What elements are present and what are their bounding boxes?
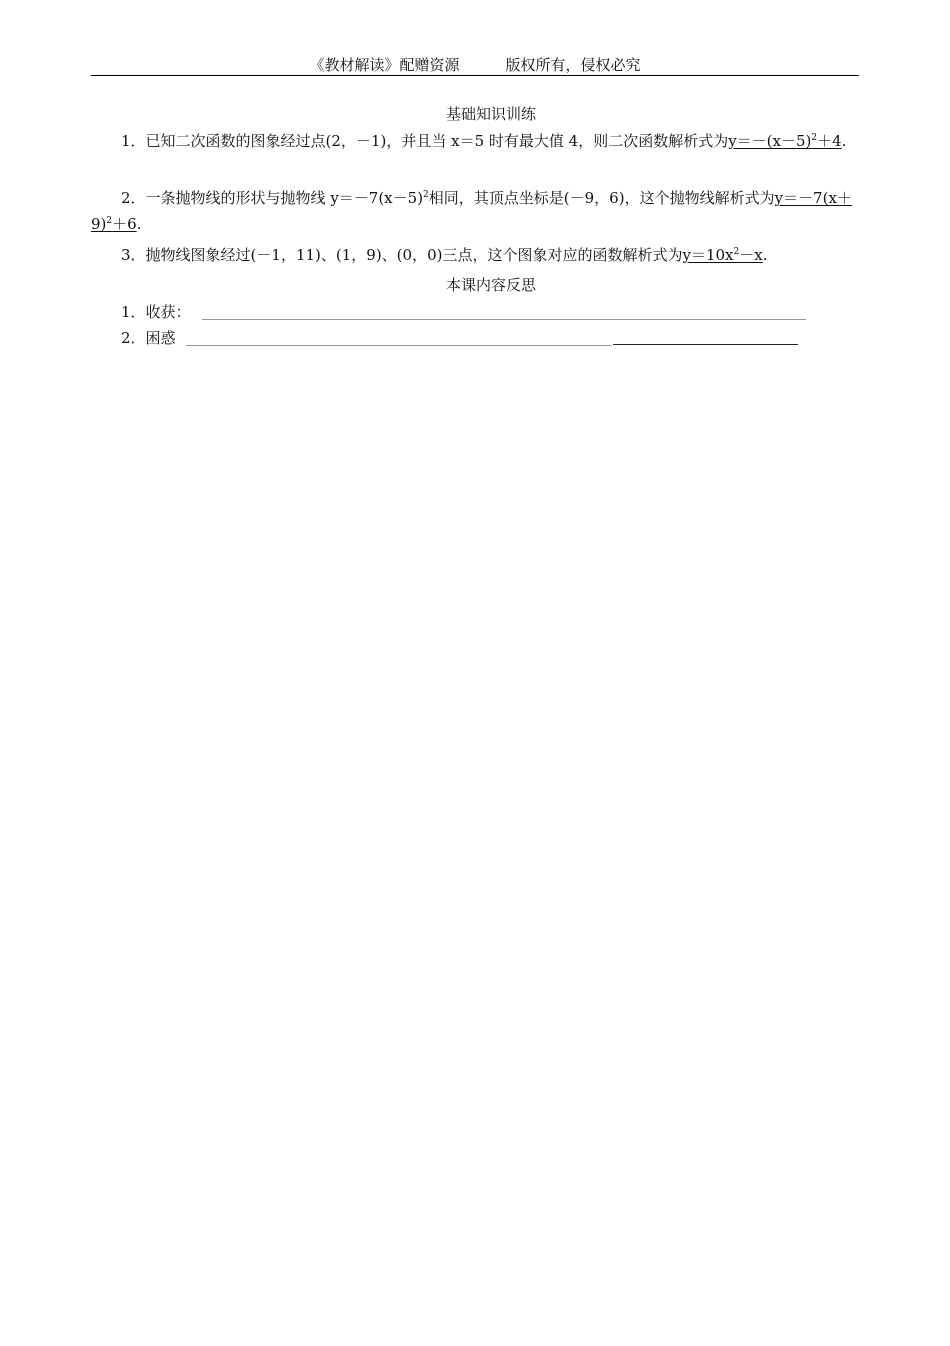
question-3: 3．抛物线图象经过(－1，11)、(1，9)、(0，0)三点，这个图象对应的函数解析式为$y=10x^2-x$. xyxy=(121,246,768,264)
section-title-basic-training: 基础知识训练 xyxy=(445,105,536,123)
question-1-answer: $y=-(x-5)^2+4$ xyxy=(728,132,842,150)
question-3-number: 3． xyxy=(121,246,146,264)
question-2-text: 一条抛物线的形状与抛物线 $y=-7(x-5)^2$相同，其顶点坐标是(－9，6)，这个抛物线解析式为 xyxy=(145,189,775,207)
page-header xyxy=(91,56,859,74)
header-rule xyxy=(91,75,859,76)
reflection-doubts-label: 2．困惑 xyxy=(121,329,176,347)
reflection-gains-blank[interactable] xyxy=(202,319,806,320)
reflection-doubts-blank-end[interactable] xyxy=(613,344,798,345)
question-1: 1．已知二次函数的图象经过点(2，－1)，并且当 x＝5 时有最大值 4，则二次函数解析式为$y=-(x-5)^2+4$. xyxy=(121,132,847,150)
section-title-reflection: 本课内容反思 xyxy=(445,276,536,294)
question-1-text: 已知二次函数的图象经过点(2，－1)，并且当 x＝5 时有最大值 4，则二次函数解析式为 xyxy=(145,132,729,150)
reflection-doubts-blank[interactable] xyxy=(186,345,612,346)
reflection-gains-label: 1．收获： xyxy=(121,303,191,321)
question-2-answer: $y=-7(x+9)^2+6$ xyxy=(91,189,852,233)
question-3-text: 抛物线图象经过(－1，11)、(1，9)、(0，0)三点，这个图象对应的函数解析式为 xyxy=(145,246,683,264)
header-right-text: 版权所有，侵权必究 xyxy=(505,56,641,74)
header-left-text: 《教材解读》配赠资源 xyxy=(309,56,460,74)
question-1-number: 1． xyxy=(121,132,146,150)
question-2-number: 2． xyxy=(121,189,146,207)
question-2: 2．一条抛物线的形状与抛物线 $y=-7(x-5)^2$相同，其顶点坐标是(－9，6)，这个抛物线解析式为$y=-7(x+9)^2+6$. xyxy=(91,189,852,233)
question-3-answer: $y=10x^2-x$ xyxy=(682,246,763,264)
